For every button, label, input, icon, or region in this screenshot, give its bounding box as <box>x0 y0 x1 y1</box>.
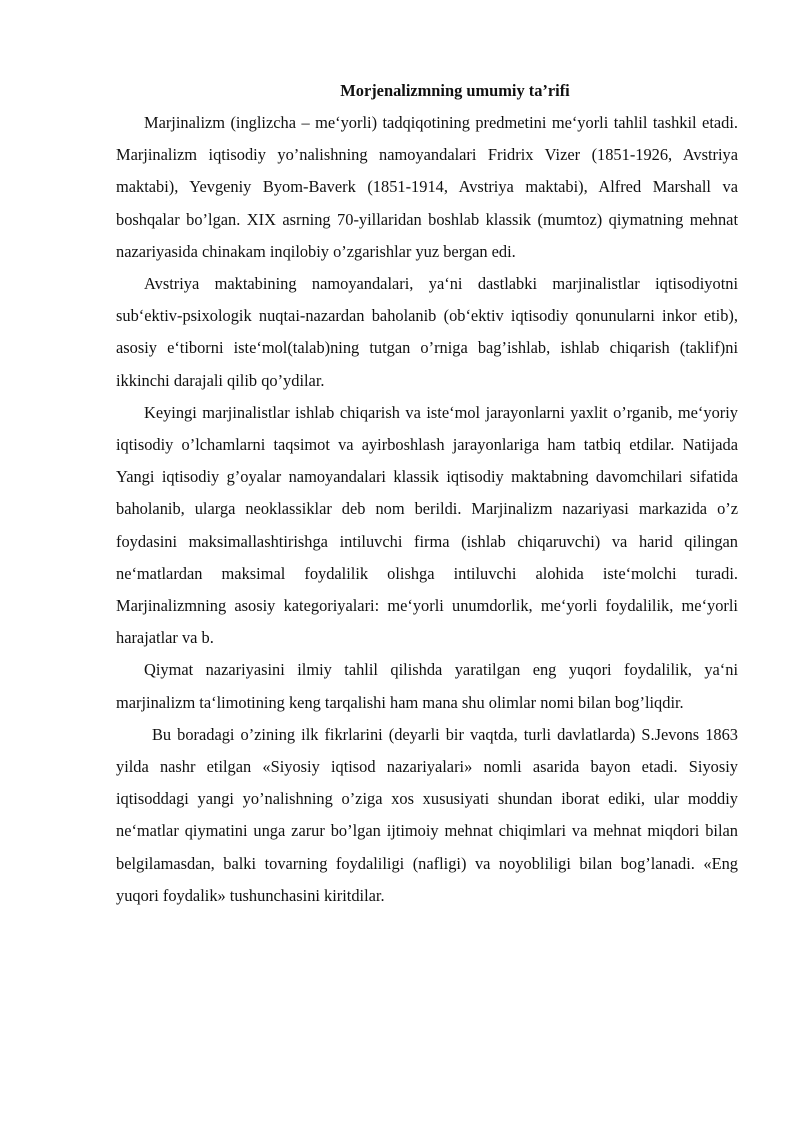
paragraph-3: Keyingi marjinalistlar ishlab chiqarish va iste‘mol jarayonlarni yaxlit o’rganib, me‘yoriy iqtisodiy o’lchamlarni taqsimot va ayirboshlash jarayonlariga ham tatbiq etdilar. Natijada Yangi iqtisodiy g’oyalar namoyandalari klassik iqtisodiy maktabning davomchilari sifatida baholanib, ularga neoklassiklar deb nom berildi. Marjinalizm nazariyasi markazida o’z foydasini maksimallashtirishga intiluvchi firma (ishlab chiqaruvchi) va harid qilingan ne‘matlardan maksimal foydalilik olishga intiluvchi alohida iste‘molchi turadi. Marjinalizmning asosiy kategoriyalari: me‘yorli unumdorlik, me‘yorli foydalilik, me‘yorli harajatlar va b. <box>116 402 738 648</box>
paragraph-4: Qiymat nazariyasini ilmiy tahlil qilishda yaratilgan eng yuqori foydalilik, ya‘ni marjinalizm ta‘limotining keng tarqalishi ham mana shu olimlar nomi bilan bog’liqdir. <box>116 660 738 712</box>
document-title: Morjenalizmning umumiy ta’rifi <box>340 81 570 100</box>
paragraph-5: Bu boradagi o’zining ilk fikrlarini (deyarli bir vaqtda, turli davlatlarda) S.Jevons 1863 yilda nashr etilgan «Siyosiy iqtisod nazariyalari» nomli asarida bayon etadi. Siyosiy iqtisoddagi yangi yo’nalishning o’ziga xos xususiyati shundan iborat ediki, ular moddiy ne‘matlar qiymatini unga zarur bo’lgan ijtimoiy mehnat chiqimlari va mehnat miqdori bilan belgilamasdan, balki tovarning foydaliligi (nafligi) va noyobliligi bilan bog’lanadi. «Eng yuqori foydalik» tushunchasini kiritdilar. <box>116 724 738 905</box>
paragraph-2: Avstriya maktabining namoyandalari, ya‘ni dastlabki marjinalistlar iqtisodiyotni sub‘ektiv-psixologik nuqtai-nazardan baholanib (ob‘ektiv iqtisodiy qonunularni inkor etib), asosiy e‘tiborni iste‘mol(talab)ning tutgan o’rniga bag’ishlab, ishlab chiqarish (taklif)ni ikkinchi darajali qilib qo’ydilar. <box>116 274 738 390</box>
paragraph-1: Marjinalizm (inglizcha – me‘yorli) tadqiqotining predmetini me‘yorli tahlil tashkil etadi. Marjinalizm iqtisodiy yo’nalishning namoyandalari Fridrix Vizer (1851-1926, Avstriya maktabi), Yevgeniy Byom-Baverk (1851-1914, Avstriya maktabi), Alfred Marshall va boshqalar bo’lgan. XIX asrning 70-yillaridan boshlab klassik (mumtoz) qiymatning mehnat nazariyasida chinakam inqilobiy o’zgarishlar yuz bergan edi. <box>116 113 738 261</box>
